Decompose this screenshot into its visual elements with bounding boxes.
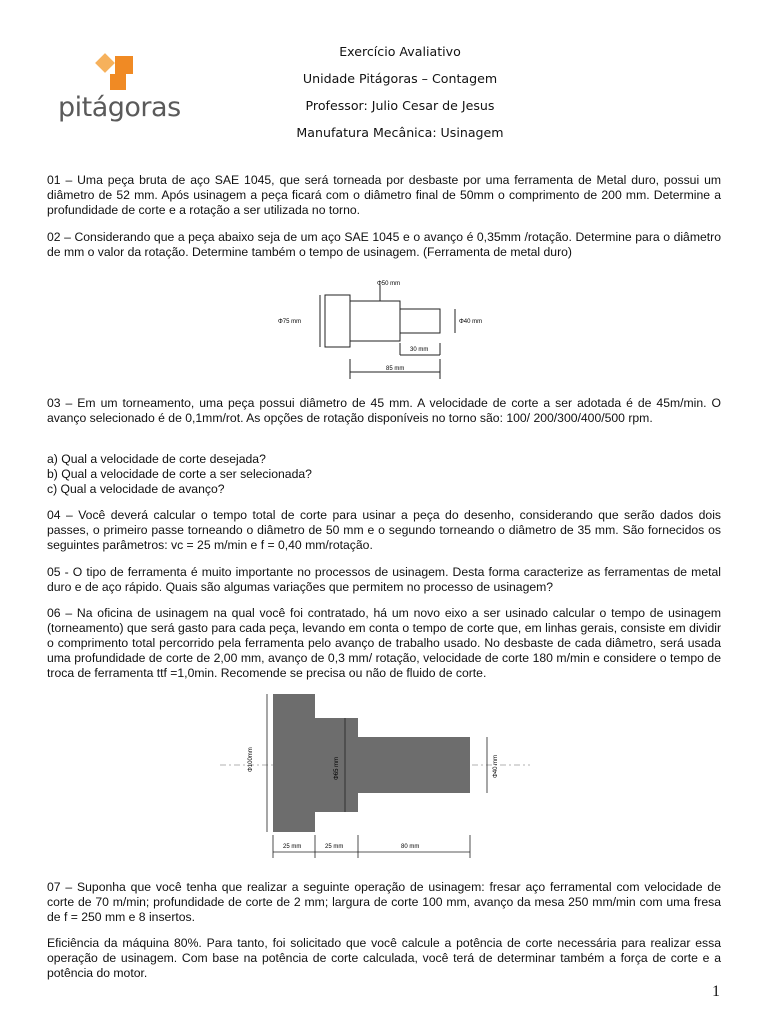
fig2-body-large (273, 694, 315, 832)
fig1-label-30: 30 mm (410, 347, 429, 353)
question-01: 01 – Uma peça bruta de aço SAE 1045, que será torneada por desbaste por uma ferramenta de Metal duro, possui um diâmetro de 52 mm. Após usinagem a peça ficará com o diâmetro final de 50mm o comprimento de 200 mm. Determine a profundidade de corte e a rotação a ser utilizada no torno. (47, 173, 721, 217)
question-02: 02 – Considerando que a peça abaixo seja de um aço SAE 1045 e o avanço é 0,35mm /rotação. Determine para o diâmetro de mm o valor da rotação. Determine também o tempo de usinagem. (Ferramenta de metal duro) (47, 230, 721, 259)
header-professor: Professor: Julio Cesar de Jesus (305, 98, 495, 113)
question-05: 05 - O tipo de ferramenta é muito importante no processos de usinagem. Desta forma caracterize as ferramentas de metal duro e de aço rápido. Quais são algumas variações que permitem no processo de usinagem? (47, 565, 721, 594)
fig1-body-small (400, 309, 440, 333)
header-subject: Manufatura Mecânica: Usinagem (296, 125, 504, 140)
fig1-label-d75: Φ75 mm (278, 319, 302, 325)
fig2-label-80: 80 mm (401, 844, 420, 850)
logo-mark-icon (58, 50, 178, 95)
question-06: 06 – Na oficina de usinagem na qual você foi contratado, há um novo eixo a ser usinado calcular o tempo de usinagem (torneamento) que será gasto para cada peça, levando em conta o tempo de corte que, em linhas gerais, consiste em dividir o comprimento total percorrido pela ferramenta pelo avanço de trabalho usado. No desbaste de cada diâmetro, será usada uma profundidade de corte de 2,00 mm, avanço de 0,3 mm/ rotação, velocidade de corte 180 m/min e considere o tempo de troca de ferramenta ttf =1,0min. Recomende se precisa ou não de fluido de corte. (47, 606, 721, 680)
question-03c: c) Qual a velocidade de avanço? (47, 482, 225, 496)
fig2-label-d65: Φ65 mm (334, 756, 340, 780)
fig1-label-d50: Φ50 mm (377, 281, 401, 287)
page-number: 1 (712, 983, 720, 1000)
figure-shaft-1 (270, 275, 500, 385)
fig1-body-large (325, 295, 350, 347)
fig1-body-mid (350, 301, 400, 341)
question-07-continued: Eficiência da máquina 80%. Para tanto, foi solicitado que você calcule a potência de corte necessária para realizar essa operação de usinagem. Com base na potência de corte calculada, você terá de determinar também a força de corte e a potência do motor. (47, 936, 721, 980)
fig1-label-d40: Φ40 mm (459, 319, 483, 325)
fig2-label-25a: 25 mm (283, 844, 302, 850)
figure-shaft-2 (215, 690, 535, 860)
header-unit: Unidade Pitágoras – Contagem (302, 71, 498, 86)
fig2-label-d40: Φ40 mm (493, 754, 499, 778)
fig2-body-small (358, 737, 470, 793)
header-title: Exercício Avaliativo (339, 44, 461, 59)
fig2-label-25b: 25 mm (325, 844, 344, 850)
question-03b: b) Qual a velocidade de corte a ser selecionada? (47, 467, 312, 481)
question-03: 03 – Em um torneamento, uma peça possui diâmetro de 45 mm. A velocidade de corte a ser adotada é de 45m/min. O avanço selecionado é de 0,1mm/rot. As opções de rotação disponíveis no torno são: 100/ 200/300/400/500 rpm. (47, 396, 721, 425)
question-07: 07 – Suponha que você tenha que realizar a seguinte operação de usinagem: fresar aço ferramental com velocidade de corte de 70 m/min; profundidade de corte de 2 mm; largura de corte 100 mm, avanço da mesa 250 mm/min com uma fresa de f = 250 mm e 8 insertos. (47, 880, 721, 924)
logo-wordmark: pitágoras (58, 92, 181, 123)
fig2-label-d100: Φ100mm (248, 747, 254, 772)
fig1-label-85: 85 mm (386, 366, 405, 372)
question-04: 04 – Você deverá calcular o tempo total de corte para usinar a peça do desenho, considerando que serão dados dois passes, o primeiro passe torneando o diâmetro de 50 mm e o segundo torneando o diâmetro de 35 mm. São fornecidos os seguintes parâmetros: vc = 25 m/min e f = 0,40 mm/rotação. (47, 508, 721, 552)
question-03a: a) Qual a velocidade de corte desejada? (47, 452, 266, 466)
